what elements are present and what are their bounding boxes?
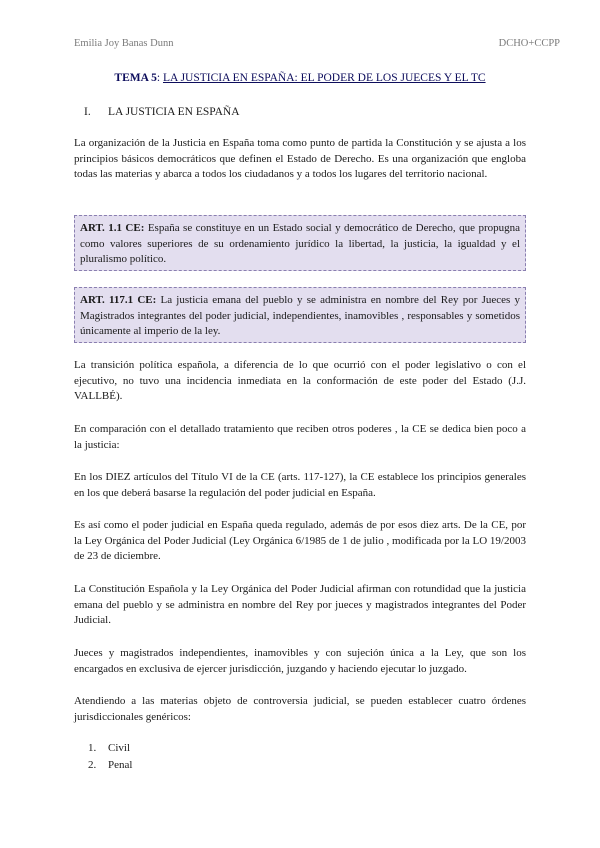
list-item-number: 2.: [88, 759, 97, 771]
jurisdiction-list: [88, 740, 132, 774]
title-number: TEMA 5: [114, 72, 157, 84]
list-item-label: Civil: [108, 742, 131, 754]
paragraph-intro: La organización de la Justicia en España toma como punto de partida la Constitución y se ajusta a los principios básicos democráticos que definen el Estado de Derecho. Es una organización que engloba todas las materias y abarca a todos los ciudadanos y a todos los lugares del territorio nacional.: [74, 137, 526, 180]
section-numeral: I.: [84, 106, 91, 118]
header-author: Emilia Joy Banas Dunn: [74, 38, 174, 49]
paragraph-regulation: Es así como el poder judicial en España queda regulado, además de por esos diez arts. De la CE, por la Ley Orgánica del Poder Judicial (Ley Orgánica 6/1985 de 1 de julio , modificada por la LO 19/2003 de 23 de diciembre.: [74, 519, 526, 562]
article-box-1-1: [74, 215, 526, 271]
list-item: [88, 740, 132, 757]
paragraph-jurisdictions: Atendiendo a las materias objeto de controversia judicial, se pueden establecer cuatro órdenes jurisdiccionales genéricos:: [74, 695, 526, 723]
header-course: DCHO+CCPP: [498, 38, 560, 49]
document-title: [0, 72, 600, 84]
article-text: España se constituye en un Estado social y democrático de Derecho, que propugna como valores superiores de su ordenamiento jurídico la libertad, la justicia, la igualdad y el pluralismo político.: [80, 222, 521, 265]
article-box-117-1: [74, 287, 526, 343]
paragraph-diez-articulos: En los DIEZ artículos del Título VI de la CE (arts. 117-127), la CE establece los principios generales en los que deberá basarse la regulación del poder judicial en España.: [74, 471, 526, 499]
article-text: La justicia emana del pueblo y se administra en nombre del Rey por Jueces y Magistrados integrantes del poder judicial, independientes, inamovibles , responsables y sometidos únicamente al imperio de la ley.: [80, 294, 520, 337]
paragraph-constitution: La Constitución Española y la Ley Orgánica del Poder Judicial afirman con rotundidad que la justicia emana del pueblo y se administra en nombre del Rey por jueces y magistrados integrantes del Poder Judicial.: [74, 583, 526, 626]
list-item: [88, 757, 132, 774]
section-heading: [84, 106, 240, 118]
title-text: LA JUSTICIA EN ESPAÑA: EL PODER DE LOS JUECES Y EL TC: [163, 72, 486, 84]
section-title: LA JUSTICIA EN ESPAÑA: [108, 106, 240, 118]
list-item-label: Penal: [108, 759, 133, 771]
paragraph-transition: La transición política española, a diferencia de lo que ocurrió con el poder legislativo o con el ejecutivo, no tuvo una incidencia inmediata en la conformación de este poder del Estado (J.J. VALLBÉ).: [74, 359, 526, 402]
article-label: ART. 1.1 CE:: [80, 222, 145, 234]
article-label: ART. 117.1 CE:: [80, 294, 157, 306]
paragraph-comparison: En comparación con el detallado tratamiento que reciben otros poderes , la CE se dedica bien poco a la justicia:: [74, 423, 526, 451]
title-separator: :: [156, 72, 163, 84]
list-item-number: 1.: [88, 742, 97, 754]
paragraph-judges: Jueces y magistrados independientes, inamovibles y con sujeción única a la Ley, que son los encargados en exclusiva de ejercer jurisdicción, juzgando y haciendo ejecutar lo juzgado.: [74, 647, 526, 675]
